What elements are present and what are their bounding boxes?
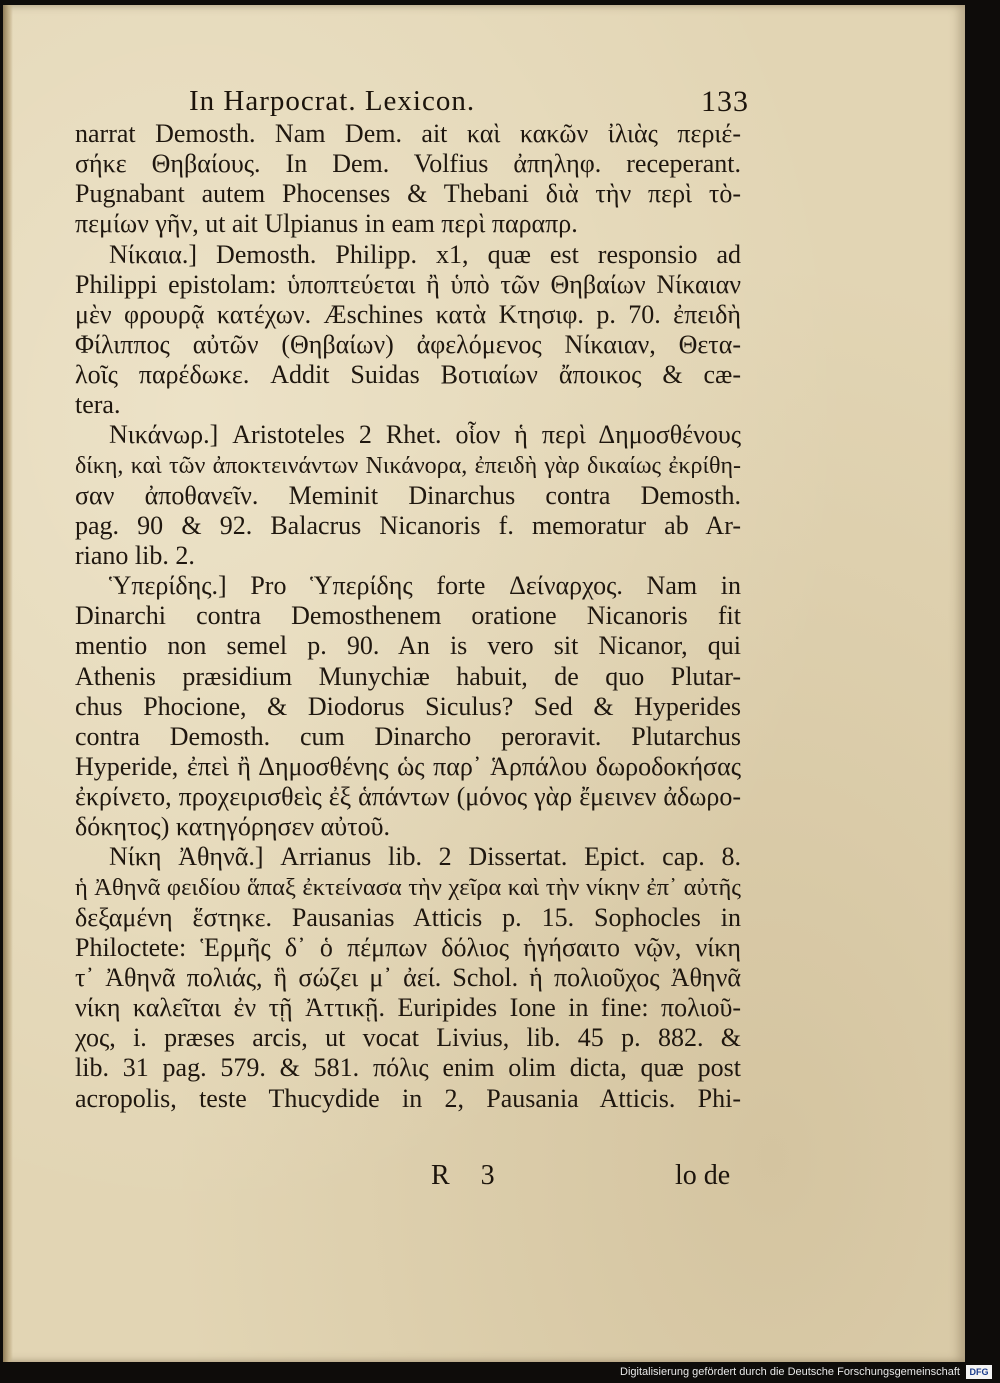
text-line: pag. 90 & 92. Balacrus Nicanoris f. memoratur ab Ar- (75, 510, 741, 540)
text-line: ἐκρίνετο, προχειρισθεὶς ἐξ ἁπάντων (μόνος γὰρ ἔμεινεν ἀδωρο- (75, 782, 741, 812)
running-title: In Harpocrat. Lexicon. (189, 85, 476, 117)
entry-lemma-hyperides: Ὑπερίδης.] Pro Ὑπερίδης forte Δείναρχος. Nam in (109, 571, 741, 601)
text-line: Φίλιππος αὐτῶν (Θηβαίων) ἀφελόμενος Νίκαιαν, Θετα- (75, 329, 741, 359)
text-line: νίκη καλεῖται ἐν τῇ Ἀττικῇ. Euripides Ione in fine: πολιοῦ- (75, 993, 741, 1023)
text-line: tera. (75, 390, 121, 420)
text-line: mentio non semel p. 90. An is vero sit Nicanor, qui (75, 631, 741, 661)
text-line: δόκητος) κατηγόρησεν αὐτοῦ. (75, 812, 390, 842)
text-line: πεμίων γῆν, ut ait Ulpianus in eam περὶ παραπρ. (75, 209, 578, 239)
running-header (189, 85, 749, 123)
text-line: lib. 31 pag. 579. & 581. πόλις enim olim dicta, quæ post (75, 1053, 741, 1083)
signature-mark: R 3 (431, 1160, 507, 1191)
page-number: 133 (701, 85, 749, 118)
body-text (75, 119, 741, 1114)
text-line: δίκη, καὶ τῶν ἀποκτεινάντων Νικάνορα, ἐπειδὴ γὰρ δικαίως ἐκρίθη- (75, 452, 741, 479)
funding-credit: Digitalisierung gefördert durch die Deutsche Forschungsgemeinschaft (620, 1366, 960, 1378)
text-line: riano lib. 2. (75, 540, 195, 570)
book-page (3, 5, 965, 1362)
text-line: σαν ἀποθανεῖν. Meminit Dinarchus contra Demosth. (75, 480, 741, 510)
text-line: Hyperide, ἐπεὶ ἢ Δημοσθένης ὡς παρ᾿ Ἁρπάλου δωροδοκήσας (75, 751, 741, 781)
text-line: contra Demosth. cum Dinarcho peroravit. Plutarchus (75, 721, 741, 751)
text-line: δεξαμένη ἕστηκε. Pausanias Atticis p. 15. Sophocles in (75, 902, 741, 932)
text-line: Pugnabant autem Phocenses & Thebani διὰ τὴν περὶ τὸ- (75, 179, 741, 209)
text-line: σήκε Θηβαίους. In Dem. Volfius ἀπηληφ. receperant. (75, 149, 741, 179)
text-line: ἡ Ἀθηνᾶ φειδίου ἅπαξ ἐκτείνασα τὴν χεῖρα καὶ τὴν νίκην ἐπ᾿ αὐτῆς (75, 873, 741, 901)
text-line: λοῖς παρέδωκε. Addit Suidas Βοτιαίων ἄποικος & cæ- (75, 360, 741, 390)
page-gutter-shadow (3, 5, 13, 1362)
text-line: τ᾿ Ἀθηνᾶ πολιάς, ἣ σώζει μ᾿ ἀεί. Schol. ἡ πολιοῦχος Ἀθηνᾶ (75, 962, 741, 992)
text-line: acropolis, teste Thucydide in 2, Pausania Atticis. Phi- (75, 1083, 741, 1113)
text-line: Philippi epistolam: ὑποπτεύεται ἢ ὑπὸ τῶν Θηβαίων Νίκαιαν (75, 269, 741, 299)
entry-lemma-nikaia: Νίκαια.] Demosth. Philipp. x1, quæ est responsio ad (109, 239, 741, 269)
text-line: μὲν φρουρᾷ κατέχων. Æschines κατὰ Κτησιφ. p. 70. ἐπειδὴ (75, 299, 741, 329)
text-line: Athenis præsidium Munychiæ habuit, de quo Plutar- (75, 661, 741, 691)
dfg-logo: DFG (966, 1365, 992, 1379)
catchword: lo de (675, 1160, 731, 1191)
text-line: chus Phocione, & Diodorus Siculus? Sed & Hyperides (75, 691, 741, 721)
entry-lemma-nike-athena: Νίκη Ἀθηνᾶ.] Arrianus lib. 2 Dissertat. Epict. cap. 8. (109, 842, 741, 872)
text-line: narrat Demosth. Nam Dem. ait καὶ κακῶν ἰλιὰς περιέ- (75, 119, 741, 148)
entry-lemma-nikanor: Νικάνωρ.] Aristoteles 2 Rhet. οἷον ἡ περὶ Δημοσθένους (109, 420, 741, 450)
text-line: Philoctete: Ἑρμῆς δ᾿ ὁ πέμπων δόλιος ἡγήσαιτο νῷν, νίκη (75, 932, 741, 962)
text-line: Dinarchi contra Demosthenem oratione Nicanoris fit (75, 601, 741, 631)
text-line: χος, i. præses arcis, ut vocat Livius, lib. 45 p. 882. & (75, 1023, 741, 1053)
